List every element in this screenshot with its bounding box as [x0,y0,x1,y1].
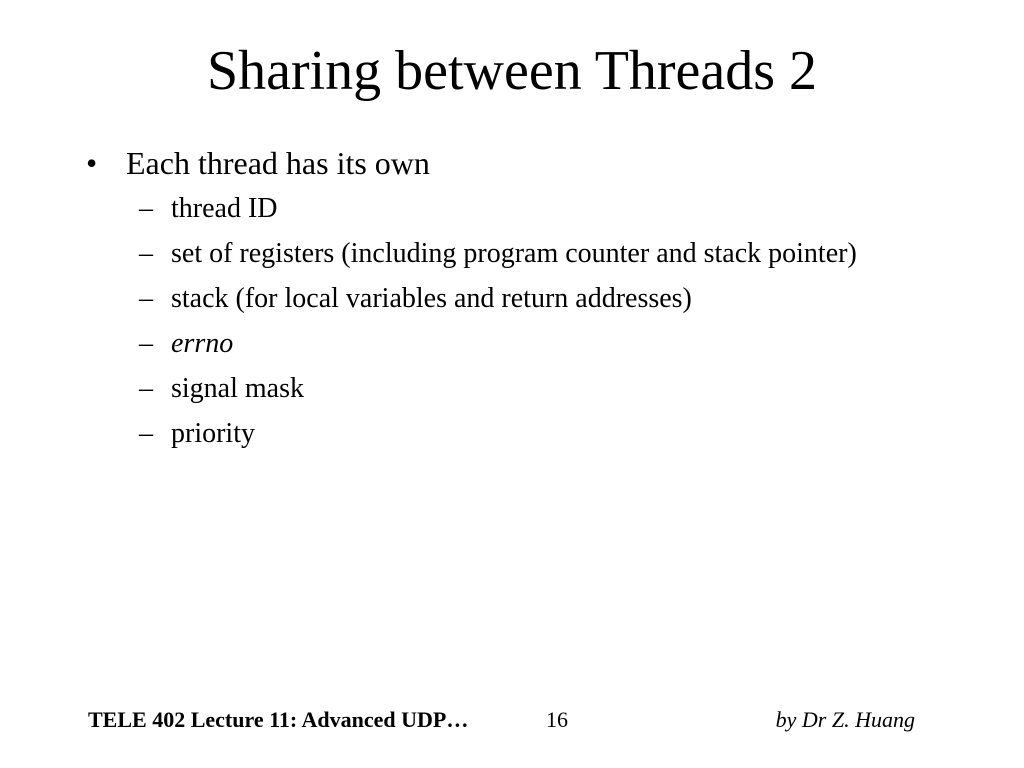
sub-marker: – [139,238,153,269]
sub-marker: – [139,193,153,224]
bullet-text: Each thread has its own [126,145,430,181]
sub-item-text: stack (for local variables and return addresses) [171,283,692,314]
sub-item [84,190,914,228]
sub-item-text: signal mask [171,373,304,404]
sub-item [84,370,914,408]
sub-item [84,325,914,363]
sub-item-text: priority [171,418,255,449]
sub-item [84,415,914,453]
slide-title: Sharing between Threads 2 [206,40,818,102]
footer-course-title: TELE 402 Lecture 11: Advanced UDP… [88,707,469,732]
sub-marker: – [139,283,153,314]
sub-marker: – [139,328,153,359]
slide-body [84,142,914,460]
sub-marker: – [139,418,153,449]
sub-item [84,280,914,318]
sub-item-text: thread ID [171,193,278,224]
bullet-marker: • [86,145,98,181]
bullet-item [84,142,914,184]
sub-item [84,235,914,273]
footer-page-number: 16 [546,707,568,732]
sub-item-text: errno [171,328,234,359]
footer-author: by Dr Z. Huang [775,707,915,732]
sub-item-text: set of registers (including program counter and stack pointer) [171,238,857,269]
sub-marker: – [139,373,153,404]
